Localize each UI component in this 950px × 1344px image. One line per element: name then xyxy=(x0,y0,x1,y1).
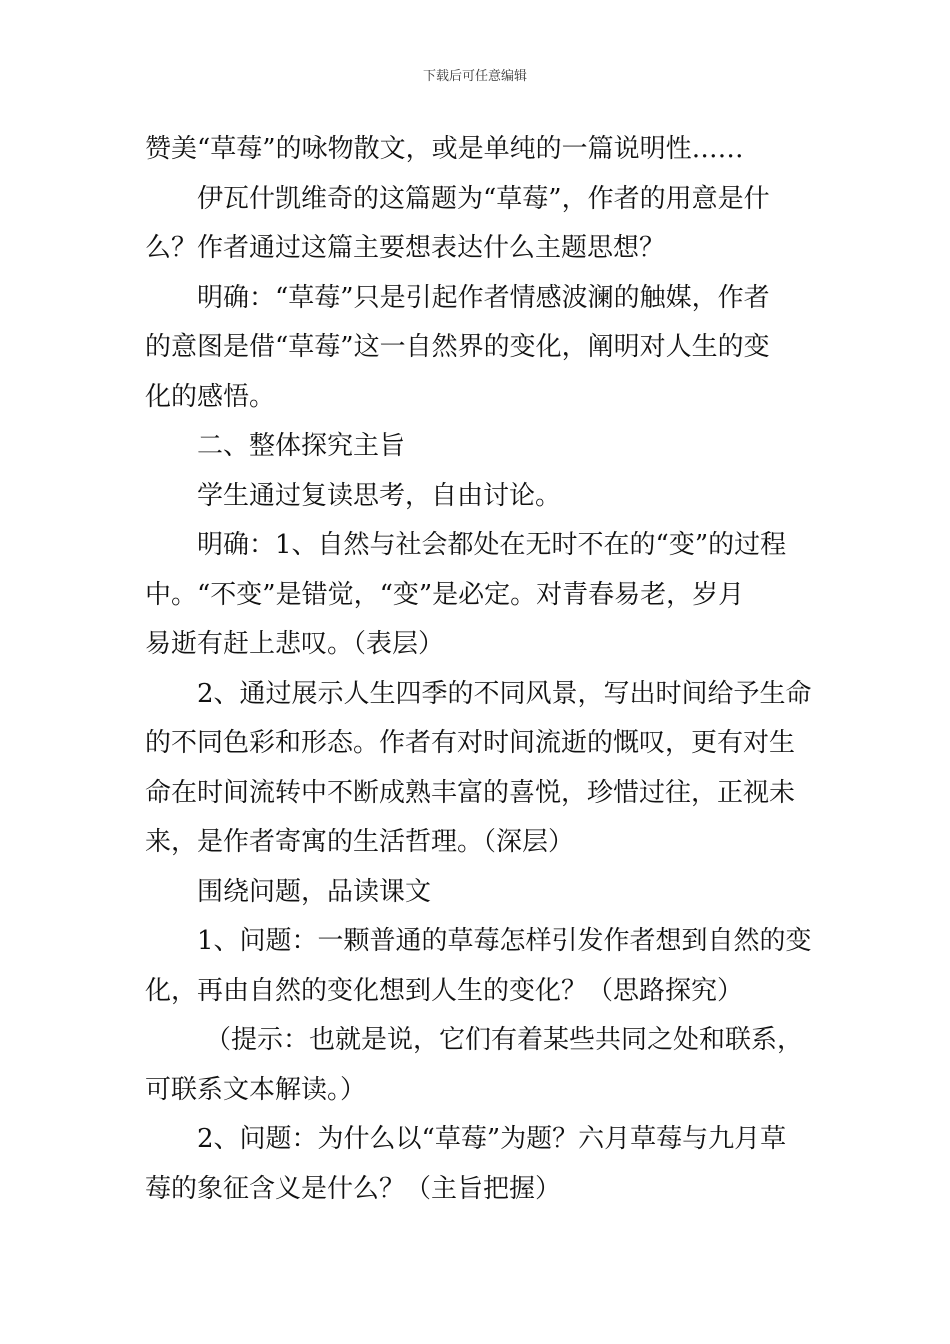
text-line: 赞美“草莓”的咏物散文，或是单纯的一篇说明性…… xyxy=(145,134,744,164)
page-header: 下载后可任意编辑 xyxy=(422,69,527,84)
paragraph-7 xyxy=(145,670,810,868)
section-heading xyxy=(145,422,810,472)
text-line: 围绕问题，品读课文 xyxy=(197,876,432,907)
text-line: 易逝有赶上悲叹。（表层） xyxy=(145,629,445,659)
text-line: 么？作者通过这篇主要想表达什么主题思想？ xyxy=(145,233,666,263)
text-line: 明确：“草莓”只是引起作者情感波澜的触媒，作者 xyxy=(197,282,770,313)
text-line: 伊瓦什凯维奇的这篇题为“草莓”，作者的用意是什 xyxy=(197,183,770,214)
text-line: 2、问题：为什么以“草莓”为题？六月草莓与九月草 xyxy=(197,1124,787,1154)
question-1 xyxy=(145,917,810,1016)
text-line: 化的感悟。 xyxy=(145,381,276,412)
text-line: 莓的象征含义是什么？（主旨把握） xyxy=(145,1173,562,1204)
paragraph-5 xyxy=(145,472,810,522)
text-line: 来，是作者寄寓的生活哲理。（深层） xyxy=(145,827,575,857)
paragraph-2 xyxy=(145,175,810,274)
text-line: 2、通过展示人生四季的不同风景，写出时间给予生命 xyxy=(197,678,812,709)
text-line: 的意图是借“草莓”这一自然界的变化，阐明对人生的变 xyxy=(145,332,770,362)
text-line: 二、整体探究主旨 xyxy=(197,431,406,461)
paragraph-1 xyxy=(145,125,810,175)
document-body xyxy=(145,125,810,1214)
text-line: 明确：1、自然与社会都处在无时不在的“变”的过程 xyxy=(197,530,787,560)
paragraph-6 xyxy=(145,521,810,670)
paragraph-3 xyxy=(145,274,810,423)
text-line: 命在时间流转中不断成熟丰富的喜悦，珍惜过往，正视未 xyxy=(145,777,796,808)
text-line: 1、问题：一颗普通的草莓怎样引发作者想到自然的变 xyxy=(197,926,812,956)
text-line: 中。“不变”是错觉，“变”是必定。对青春易老，岁月 xyxy=(145,579,745,610)
hint xyxy=(145,1016,810,1115)
text-line: （提示：也就是说，它们有着某些共同之处和联系， xyxy=(205,1025,804,1055)
text-line: 可联系文本解读。） xyxy=(145,1074,367,1105)
text-line: 学生通过复读思考，自由讨论。 xyxy=(197,480,562,511)
subheading xyxy=(145,868,810,918)
text-line: 的不同色彩和形态。作者有对时间流逝的慨叹，更有对生 xyxy=(145,728,796,758)
text-line: 化，再由自然的变化想到人生的变化？（思路探究） xyxy=(145,975,744,1006)
question-2 xyxy=(145,1115,810,1214)
